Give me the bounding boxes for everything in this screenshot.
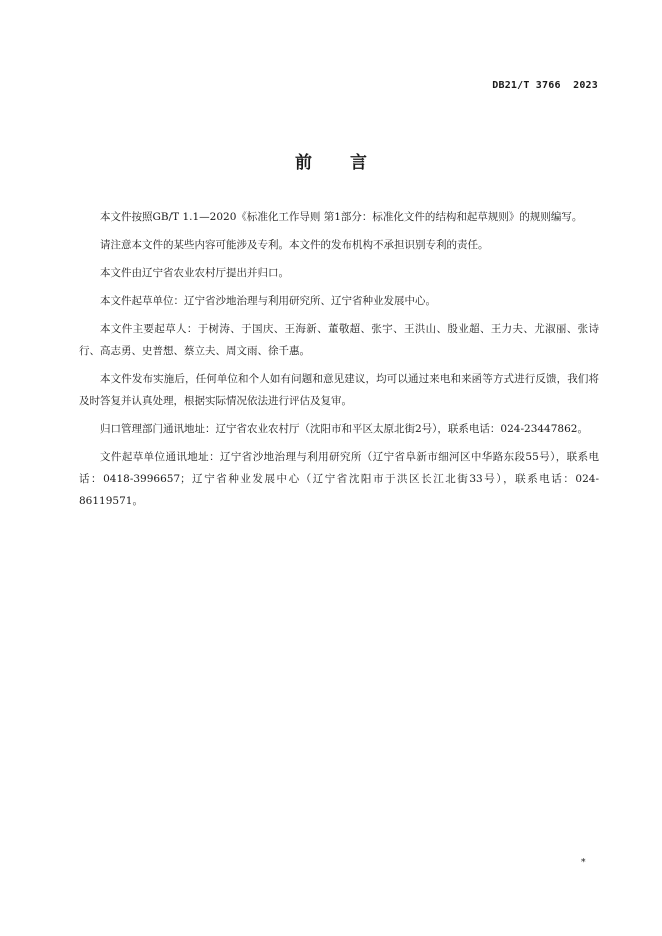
page-mark: * [581, 858, 586, 868]
paragraph-patent-notice: 请注意本文件的某些内容可能涉及专利。本文件的发布机构不承担识别专利的责任。 [100, 239, 489, 251]
paragraph-drafting-units: 本文件起草单位：辽宁省沙地治理与利用研究所、辽宁省种业发展中心。 [100, 295, 436, 307]
title-char-right: 言 [350, 153, 367, 173]
paragraph-drafters: 本文件主要起草人：于树涛、于国庆、王海新、董敬超、张宇、王洪山、殷业超、王力夫、尤淑丽、张诗行、高志勇、史普想、蔡立夫、周文雨、徐千惠。 [79, 323, 599, 357]
paragraph-feedback: 本文件发布实施后，任何单位和个人如有问题和意见建议，均可以通过来电和来函等方式进行反馈，我们将及时答复并认真处理，根据实际情况依法进行评估及复审。 [79, 373, 599, 407]
paragraph-standard-basis: 本文件按照GB/T 1.1—2020《标准化工作导则 第1部分：标准化文件的结构和起草规则》的规则编写。 [100, 211, 583, 223]
document-code: DB21/T 3766 2023 [492, 80, 598, 91]
foreword-body [79, 206, 599, 518]
paragraph-drafting-address: 文件起草单位通讯地址：辽宁省沙地治理与利用研究所（辽宁省阜新市细河区中华路东段55号），联系电话：0418-3996657；辽宁省种业发展中心（辽宁省沈阳市于洪区长江北街33号），联系电话：024-86119571。 [79, 451, 599, 507]
paragraph-proposer: 本文件由辽宁省农业农村厅提出并归口。 [100, 267, 289, 279]
paragraph-management-address: 归口管理部门通讯地址：辽宁省农业农村厅（沈阳市和平区太原北街2号），联系电话：024-23447862。 [100, 423, 588, 435]
page-title [0, 148, 662, 173]
title-char-left: 前 [295, 153, 312, 173]
